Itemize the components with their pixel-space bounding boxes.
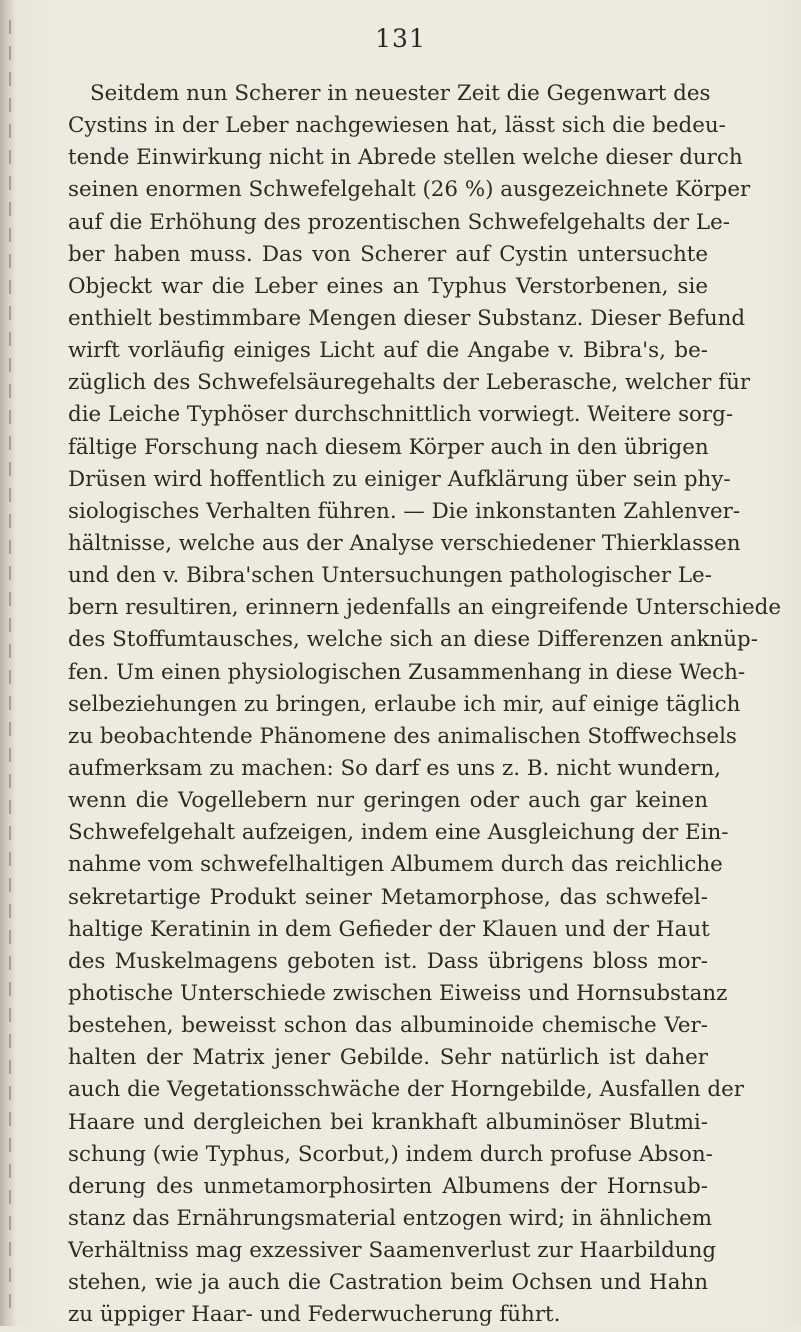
text-line: aufmerksam zu machen: So darf es uns z. B. nicht wundern, <box>68 755 721 781</box>
text-line: Verhältniss mag exzessiver Saamenverlust zur Haarbildung <box>68 1238 717 1264</box>
text-line: fen. Um einen physiologischen Zusammenhang in diese Wech- <box>68 659 746 685</box>
text-line: nahme vom schwefelhaltigen Albumem durch das reichliche <box>68 852 723 878</box>
text-line: enthielt bestimmbare Mengen dieser Substanz. Dieser Befund <box>68 305 746 331</box>
text-line: die Leiche Typhöser durchschnittlich vorwiegt. Weitere sorg- <box>68 402 734 428</box>
text-line: bestehen, beweisst schon das albuminoide chemische Ver- <box>68 1013 708 1039</box>
text-line: derung des unmetamorphosirten Albumens der Hornsub- <box>68 1173 708 1199</box>
text-line: stehen, wie ja auch die Castration beim Ochsen und Hahn <box>68 1270 708 1296</box>
text-line: schung (wie Typhus, Scorbut,) indem durch profuse Abson- <box>68 1141 713 1167</box>
text-line: halten der Matrix jener Gebilde. Sehr natürlich ist daher <box>68 1045 708 1071</box>
text-line: seinen enormen Schwefelgehalt (26 %) ausgezeichnete Körper <box>68 177 751 203</box>
text-line: und den v. Bibra'schen Untersuchungen pathologischer Le- <box>68 563 712 589</box>
body-text <box>68 78 782 1331</box>
text-line: des Stoffumtausches, welche sich an diese Differenzen anknüp- <box>68 627 758 653</box>
text-line: Haare und dergleichen bei krankhaft albuminöser Blutmi- <box>68 1109 708 1135</box>
text-line: wirft vorläufig einiges Licht auf die Angabe v. Bibra's, be- <box>68 338 708 364</box>
text-line: Objeckt war die Leber eines an Typhus Verstorbenen, sie <box>68 273 708 299</box>
text-line: Schwefelgehalt aufzeigen, indem eine Ausgleichung der Ein- <box>68 820 729 846</box>
binding-edge <box>9 20 11 1310</box>
text-line: siologisches Verhalten führen. — Die inkonstanten Zahlenver- <box>68 498 741 524</box>
text-line: züglich des Schwefelsäuregehalts der Leberasche, welcher für <box>68 370 751 396</box>
text-line: bern resultiren, erinnern jedenfalls an eingreifende Unterschiede <box>68 595 782 621</box>
page-gutter <box>0 0 14 1326</box>
text-line: selbeziehungen zu bringen, erlaube ich mir, auf einige täglich <box>68 691 741 717</box>
text-line: zu beobachtende Phänomene des animalischen Stoffwechsels <box>68 723 737 749</box>
text-line: tende Einwirkung nicht in Abrede stellen welche dieser durch <box>68 145 743 171</box>
text-line: Cystins in der Leber nachgewiesen hat, lässt sich die bedeu- <box>68 113 726 139</box>
text-line: haltige Keratinin in dem Gefieder der Klauen und der Haut <box>68 916 710 942</box>
text-line: Drüsen wird hoffentlich zu einiger Aufklärung über sein phy- <box>68 466 731 492</box>
page-number: 131 <box>375 24 426 53</box>
text-line: ber haben muss. Das von Scherer auf Cystin untersuchte <box>68 241 708 267</box>
text-line: hältnisse, welche aus der Analyse verschiedener Thierklassen <box>68 530 741 556</box>
text-line: photische Unterschiede zwischen Eiweiss und Hornsubstanz <box>68 980 728 1006</box>
text-line: auch die Vegetationsschwäche der Horngebilde, Ausfallen der <box>68 1077 744 1103</box>
text-line: wenn die Vogellebern nur geringen oder auch gar keinen <box>68 788 708 814</box>
text-line: Seitdem nun Scherer in neuester Zeit die Gegenwart des <box>90 81 711 106</box>
text-line: des Muskelmagens geboten ist. Dass übrigens bloss mor- <box>68 948 708 974</box>
text-line: zu üppiger Haar- und Federwucherung führt. <box>68 1302 561 1328</box>
text-line: stanz das Ernährungsmaterial entzogen wird; in ähnlichem <box>68 1205 713 1231</box>
text-line: fältige Forschung nach diesem Körper auch in den übrigen <box>68 434 709 460</box>
text-line: sekretartige Produkt seiner Metamorphose, das schwefel- <box>68 884 708 910</box>
text-line: auf die Erhöhung des prozentischen Schwefelgehalts der Le- <box>68 209 730 235</box>
